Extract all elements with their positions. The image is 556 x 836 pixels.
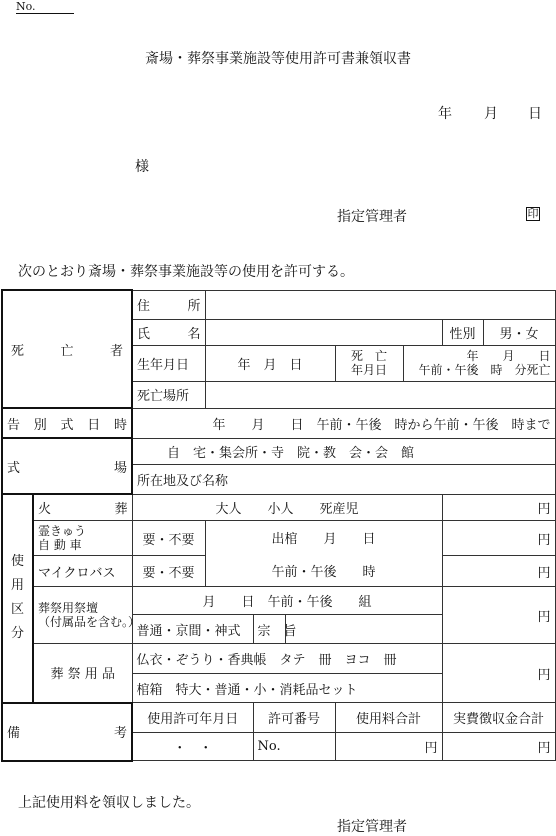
microbus-label: マイクロバス xyxy=(33,556,132,587)
cremation-label: 火 葬 xyxy=(33,494,132,521)
date-year: 年 xyxy=(438,106,452,122)
name-field[interactable] xyxy=(205,319,442,345)
birth-label: 生年月日 xyxy=(132,345,205,381)
date-month: 月 xyxy=(484,106,498,122)
farewell-value[interactable]: 年 月 日 午前・午後 時から午前・午後 時まで xyxy=(132,408,555,438)
fee-total-value[interactable]: 円 xyxy=(335,733,442,761)
footer-manager-label: 指定管理者 xyxy=(337,819,407,835)
birth-value[interactable]: 年 月 日 xyxy=(205,345,335,381)
permit-date-label: 使用許可年月日 xyxy=(132,703,253,733)
farewell-label: 告別式日時 xyxy=(2,408,132,438)
supplies-label: 葬 祭 用 品 xyxy=(33,644,132,703)
actual-total-value[interactable]: 円 xyxy=(442,733,555,761)
hearse-fee[interactable]: 円 xyxy=(442,521,555,556)
permit-date-value[interactable]: ・ ・ xyxy=(132,733,253,761)
sect-field[interactable] xyxy=(285,615,442,644)
name-label: 氏 名 xyxy=(132,319,205,345)
venue-location[interactable]: 所在地及び名称 xyxy=(132,464,555,494)
hearse-label: 霊きゅう 自 動 車 xyxy=(33,521,132,556)
altar-label: 葬祭用祭壇 （付属品を含む。） xyxy=(33,587,132,644)
departure-cell[interactable]: 出棺 月 日 午前・午後 時 xyxy=(205,521,442,587)
remarks-label: 備 考 xyxy=(2,703,132,761)
permit-no-label: 許可番号 xyxy=(253,703,335,733)
permit-table xyxy=(1,289,556,762)
gender-options[interactable]: 男・女 xyxy=(483,319,555,345)
usage-section-label: 使 用 区 分 xyxy=(2,494,33,703)
manager-label: 指定管理者 xyxy=(337,209,407,225)
venue-options[interactable]: 自 宅・集会所・寺 院・教 会・会 館 xyxy=(132,438,555,464)
death-date-value[interactable]: 年 月 日 午前・午後 時 分死亡 xyxy=(403,345,555,381)
intro-text: 次のとおり斎場・葬祭事業施設等の使用を許可する。 xyxy=(18,264,354,280)
hearse-need[interactable]: 要・不要 xyxy=(132,521,205,556)
death-date-label: 死 亡 年月日 xyxy=(335,345,403,381)
actual-total-label: 実費徴収金合計 xyxy=(442,703,555,733)
microbus-need[interactable]: 要・不要 xyxy=(132,556,205,587)
death-place-label: 死亡場所 xyxy=(132,381,205,408)
fee-total-label: 使用料合計 xyxy=(335,703,442,733)
doc-number: No. xyxy=(16,0,74,14)
altar-style[interactable]: 普通・京間・神式 xyxy=(132,615,253,644)
received-text: 上記使用料を領収しました。 xyxy=(18,795,200,811)
altar-fee[interactable]: 円 xyxy=(442,587,555,644)
death-place-field[interactable] xyxy=(205,381,555,408)
deceased-section-label: 死 亡 者 xyxy=(2,290,132,408)
gender-label: 性別 xyxy=(442,319,483,345)
cremation-types[interactable]: 大人 小人 死産児 xyxy=(132,494,442,521)
supplies-line1[interactable]: 仏衣・ぞうり・香典帳 タテ 冊 ヨコ 冊 xyxy=(132,644,442,674)
permit-no-value[interactable]: No. xyxy=(253,733,335,761)
address-label: 住 所 xyxy=(132,290,205,319)
supplies-fee[interactable]: 円 xyxy=(442,644,555,703)
address-field[interactable] xyxy=(205,290,555,319)
altar-date[interactable]: 月 日 午前・午後 組 xyxy=(132,587,442,615)
sect-label: 宗 旨 xyxy=(253,615,285,644)
microbus-fee[interactable]: 円 xyxy=(442,556,555,587)
seal-mark: 印 xyxy=(527,207,539,220)
addressee-suffix: 様 xyxy=(135,159,149,175)
date-day: 日 xyxy=(528,106,542,122)
page-title: 斎場・葬祭事業施設等使用許可書兼領収書 xyxy=(145,51,411,67)
cremation-fee[interactable]: 円 xyxy=(442,494,555,521)
venue-label: 式 場 xyxy=(2,438,132,494)
supplies-line2[interactable]: 棺箱 特大・普通・小・消耗品セット xyxy=(132,674,442,703)
